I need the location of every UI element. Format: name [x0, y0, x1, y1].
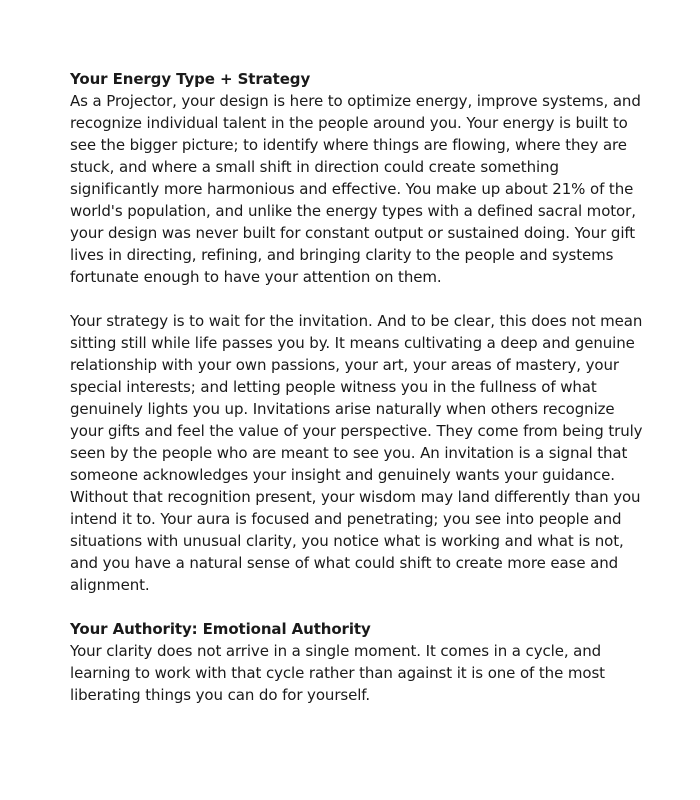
- paragraph-emotional-authority: Your clarity does not arrive in a single moment. It comes in a cycle, and learning to work with that cycle rather than against it is one of the most liberating things you can do for yourself.: [70, 642, 605, 704]
- paragraph-projector-design: As a Projector, your design is here to optimize energy, improve systems, and recognize individual talent in the people around you. Your energy is built to see the bigger picture; to identify where things are flowing, where they are stuck, and where a small shift in direction could create something significantly more harmonious and effective. You make up about 21% of the world's population, and unlike the energy types with a defined sacral motor, your design was never built for constant output or sustained doing. Your gift lives in directing, refining, and bringing clarity to the people and systems fortunate enough to have your attention on them.: [70, 92, 641, 286]
- section-heading-energy-type: Your Energy Type + Strategy: [70, 70, 311, 88]
- section-heading-authority: Your Authority: Emotional Authority: [70, 620, 371, 638]
- paragraph-strategy: Your strategy is to wait for the invitation. And to be clear, this does not mean sitting still while life passes you by. It means cultivating a deep and genuine relationship with your own passions, your art, your areas of mastery, your special interests; and letting people witness you in the fullness of what genuinely lights you up. Invitations arise naturally when others recognize your gifts and feel the value of your perspective. They come from being truly seen by the people who are meant to see you. An invitation is a signal that someone acknowledges your insight and genuinely wants your guidance. Without that recognition present, your wisdom may land differently than you intend it to. Your aura is focused and penetrating; you see into people and situations with unusual clarity, you notice what is working and what is not, and you have a natural sense of what could shift to create more ease and alignment.: [70, 312, 643, 594]
- document-body: [70, 68, 645, 706]
- section-authority: [70, 618, 645, 706]
- section-energy-type: [70, 68, 645, 596]
